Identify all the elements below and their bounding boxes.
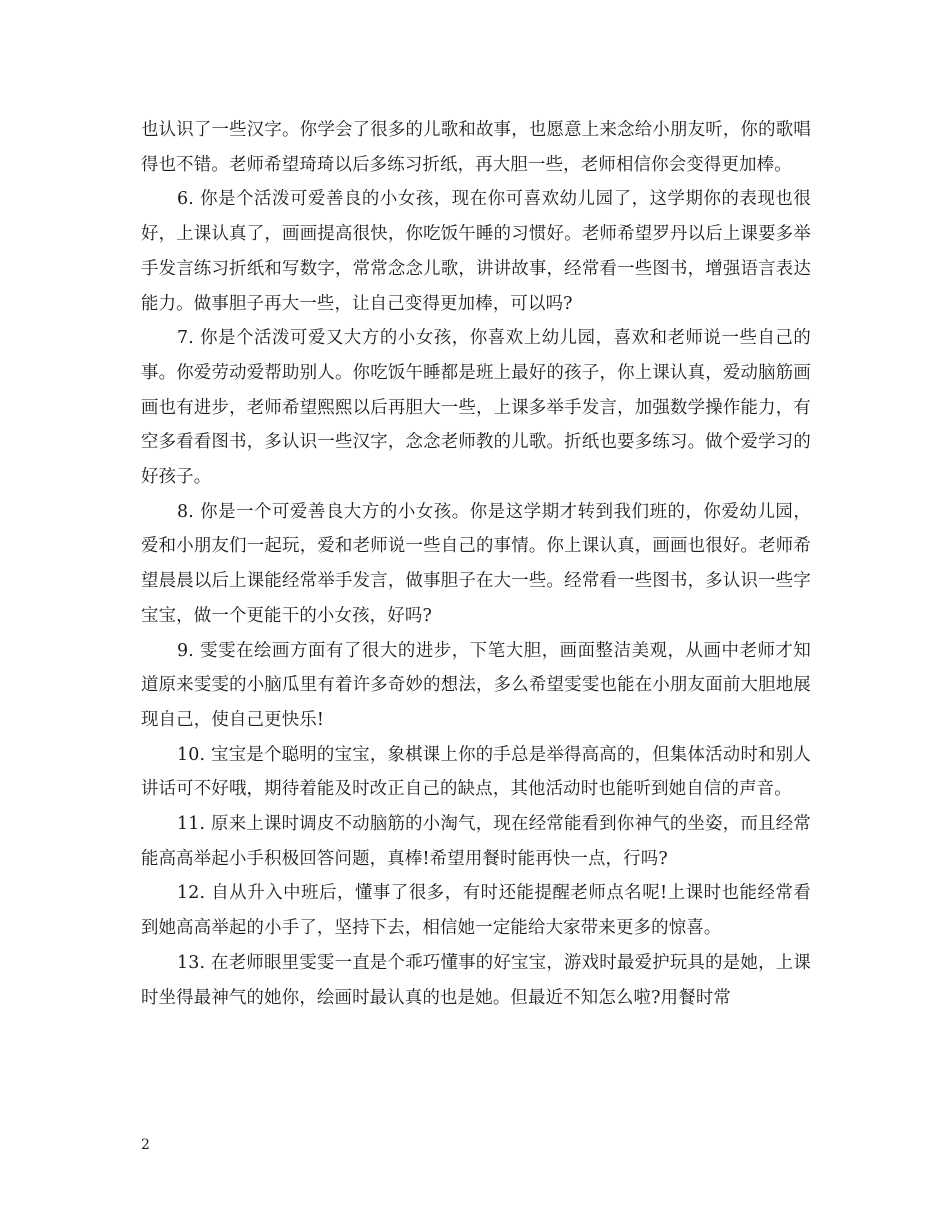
paragraph: 7. 你是个活泼可爱又大方的小女孩，你喜欢上幼儿园，喜欢和老师说一些自己的事。你爱劳动爱帮助别人。你吃饭午睡都是班上最好的孩子，你上课认真，爱动脑筋画画也有进步，老师希望熙熙以后再胆大一些，上课多举手发言，加强数学操作能力，有空多看看图书，多认识一些汉字，念念老师教的儿歌。折纸也要多练习。做个爱学习的好孩子。 [141, 328, 811, 488]
paragraph: 也认识了一些汉字。你学会了很多的儿歌和故事，也愿意上来念给小朋友听，你的歌唱得也不错。老师希望琦琦以后多练习折纸，再大胆一些，老师相信你会变得更加棒。 [141, 120, 811, 175]
page-number: 2 [141, 1137, 150, 1153]
paragraph: 6. 你是个活泼可爱善良的小女孩，现在你可喜欢幼儿园了，这学期你的表现也很好，上课认真了，画画提高很快，你吃饭午睡的习惯好。老师希望罗丹以后上课要多举手发言练习折纸和写数字，常常念念儿歌，讲讲故事，经常看一些图书，增强语言表达能力。做事胆子再大一些，让自己变得更加棒，可以吗? [141, 189, 811, 314]
paragraph: 13. 在老师眼里雯雯一直是个乖巧懂事的好宝宝，游戏时最爱护玩具的是她，上课时坐得最神气的她你，绘画时最认真的也是她。但最近不知怎么啦?用餐时常 [141, 952, 811, 1008]
paragraph: 12. 自从升入中班后，懂事了很多，有时还能提醒老师点名呢!上课时也能经常看到她高高举起的小手了，坚持下去，相信她一定能给大家带来更多的惊喜。 [141, 883, 811, 939]
paragraph: 11. 原来上课时调皮不动脑筋的小淘气，现在经常能看到你神气的坐姿，而且经常能高高举起小手积极回答问题，真棒!希望用餐时能再快一点，行吗? [141, 814, 811, 869]
paragraph: 9. 雯雯在绘画方面有了很大的进步，下笔大胆，画面整洁美观，从画中老师才知道原来雯雯的小脑瓜里有着许多奇妙的想法，多么希望雯雯也能在小朋友面前大胆地展现自己，使自己更快乐! [141, 640, 811, 730]
document-body [141, 113, 811, 1015]
paragraph: 8. 你是一个可爱善良大方的小女孩。你是这学期才转到我们班的，你爱幼儿园，爱和小朋友们一起玩，爱和老师说一些自己的事情。你上课认真，画画也很好。老师希望晨晨以后上课能经常举手发言，做事胆子在大一些。经常看一些图书，多认识一些字宝宝，做一个更能干的小女孩，好吗? [141, 501, 811, 626]
paragraph: 10. 宝宝是个聪明的宝宝，象棋课上你的手总是举得高高的，但集体活动时和别人讲话可不好哦，期待着能及时改正自己的缺点，其他活动时也能听到她自信的声音。 [141, 744, 811, 800]
